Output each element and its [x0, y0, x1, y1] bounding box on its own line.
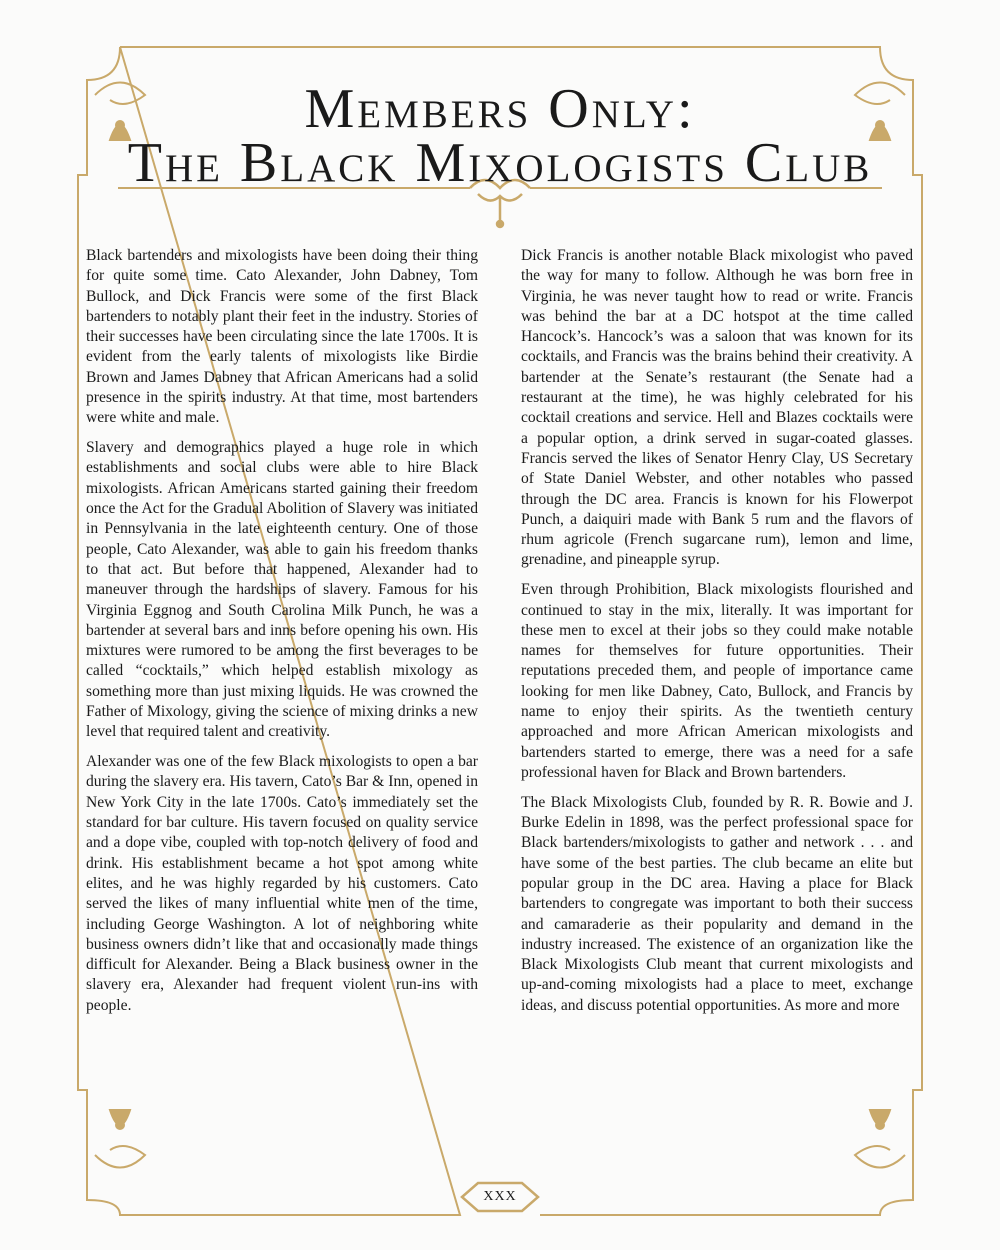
corner-flourish-icon: [95, 1110, 145, 1168]
page-title: [120, 78, 880, 194]
page-number: XXX: [483, 1189, 517, 1204]
paragraph: The Black Mixologists Club, founded by R. R. Bowie and J. Burke Edelin in 1898, was the perfect professional space for Black bartenders/mixologists to gather and network . . . and have some of the best parties. The club became an elite but popular group in the DC area. Having a place for Black bartenders to congregate was important to both their success and camaraderie as their popularity and demand in the industry increased. The existence of an organization like the Black Mixologists Club meant that current mixologists and up-and-coming mixologists had a place to meet, exchange ideas, and discuss potential opportunities. As more and more: [521, 793, 913, 1014]
paragraph: Slavery and demographics played a huge role in which establishments and social clubs were able to hire Black mixologists. African Americans started gaining their freedom once the Act for the Gradual Abolition of Slavery was initiated in Pennsylvania in the late eighteenth century. One of those people, Cato Alexander, was able to gain his freedom thanks to that act. But before that happened, Alexander had to maneuver through the hardships of slavery. Famous for his Virginia Eggnog and South Carolina Milk Punch, he was a bartender at several bars and inns before opening his own. His mixtures were rumored to be among the first beverages to be called “cocktails,” which helped establish mixology as something more than just mixing liquids. He was crowned the Father of Mixology, giving the science of mixing drinks a new level that required talent and creativity.: [86, 439, 478, 741]
title-line-2: The Black Mixologists Club: [127, 132, 873, 194]
corner-flourish-icon: [855, 1110, 905, 1168]
paragraph: Black bartenders and mixologists have been doing their thing for quite some time. Cato Alexander, John Dabney, Tom Bullock, and Dick Francis were some of the first Black bartenders to notably plant their feet in the industry. Stories of their successes have been circulating since the late 1700s. It is evident from the early talents of mixologists like Birdie Brown and James Dabney that African Americans had a solid presence in the spirits industry. At that time, most bartenders were white and male.: [86, 247, 478, 427]
right-column: [521, 246, 913, 1025]
paragraph: Dick Francis is another notable Black mixologist who paved the way for many to follow. Although he was born free in Virginia, he was never taught how to read or write. Francis was behind the bar at a DC hotspot at the time called Hancock’s. Hancock’s was a saloon that was known for its cocktails, and Francis was the brains behind their creativity. A bartender at the Senate’s restaurant (the Senate had a restaurant at the time), he was highly celebrated for his cocktail creations and service. Hell and Blazes cocktails were a popular option, a drink served in sugar-coated glasses. Francis served the likes of Senator Henry Clay, US Secretary of State Daniel Webster, and other notables who passed through the DC area. Francis is known for his Flowerpot Punch, a daiquiri made with Bank 5 rum and the flavors of rhum agricole (French sugarcane rum), lemon and lime, grenadine, and pineapple syrup.: [521, 247, 913, 569]
paragraph: Alexander was one of the few Black mixologists to open a bar during the slavery era. His tavern, Cato’s Bar & Inn, opened in New York City in the late 1700s. Cato’s immediately set the standard for bar culture. His tavern focused on quality service and a dope vibe, coupled with top-notch delivery of food and drink. His establishment became a hot spot among white elites, and he was highly regarded by his customers. Cato served the likes of many influential white men of the time, including George Washington. A lot of neighboring white business owners didn’t like that and occasionally made things difficult for Alexander. Being a Black business owner in the slavery era, Alexander had frequent violent run-ins with people.: [86, 753, 478, 1014]
paragraph: Even through Prohibition, Black mixologists flourished and continued to stay in the mix, literally. It was important for these men to excel at their jobs so they could make notable names for themselves for future opportunities. Their reputations preceded them, and people of importance came looking for men like Dabney, Cato, Bullock, and Francis by name to enjoy their spirits. As the twentieth century approached and more African American mixologists and bartenders started to emerge, there was a need for a safe professional haven for Black and Brown bartenders.: [521, 581, 913, 781]
left-column: [86, 246, 478, 1025]
title-line-1: Members Only:: [304, 78, 696, 140]
